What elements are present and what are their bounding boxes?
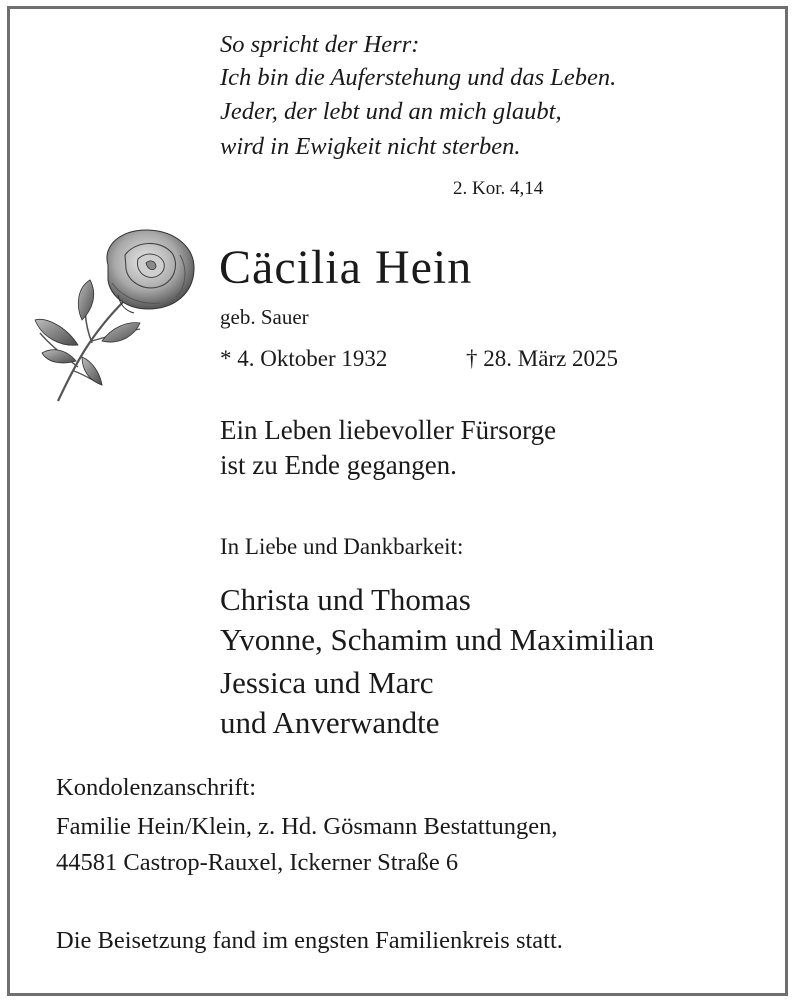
mourner-line-1: Christa und Thomas: [220, 582, 471, 617]
verse-line-3: Jeder, der lebt und an mich glaubt,: [220, 98, 562, 125]
mourners-intro: In Liebe und Dankbarkeit:: [220, 534, 464, 559]
mourner-line-2: Yvonne, Schamim und Maximilian: [220, 622, 655, 657]
death-date: † 28. März 2025: [466, 346, 619, 371]
birth-name: geb. Sauer: [220, 305, 309, 329]
rose-icon: [30, 225, 205, 405]
verse-reference: 2. Kor. 4,14: [453, 178, 544, 199]
mourner-line-3: Jessica und Marc: [220, 665, 434, 700]
verse-line-1: So spricht der Herr:: [220, 31, 420, 58]
condolence-label: Kondolenzanschrift:: [56, 774, 257, 801]
condolence-address-line-2: 44581 Castrop-Rauxel, Ickerner Straße 6: [56, 849, 459, 876]
condolence-address-line-1: Familie Hein/Klein, z. Hd. Gösmann Bestattungen,: [56, 813, 558, 840]
burial-note: Die Beisetzung fand im engsten Familienkreis statt.: [56, 927, 563, 954]
tribute-line-1: Ein Leben liebevoller Fürsorge: [220, 415, 557, 445]
birth-date: * 4. Oktober 1932: [220, 346, 388, 371]
mourner-line-4: und Anverwandte: [220, 705, 440, 740]
tribute-line-2: ist zu Ende gegangen.: [220, 450, 457, 480]
verse-line-4: wird in Ewigkeit nicht sterben.: [220, 133, 521, 160]
verse-line-2: Ich bin die Auferstehung und das Leben.: [220, 64, 617, 91]
deceased-name: Cäcilia Hein: [219, 241, 473, 294]
